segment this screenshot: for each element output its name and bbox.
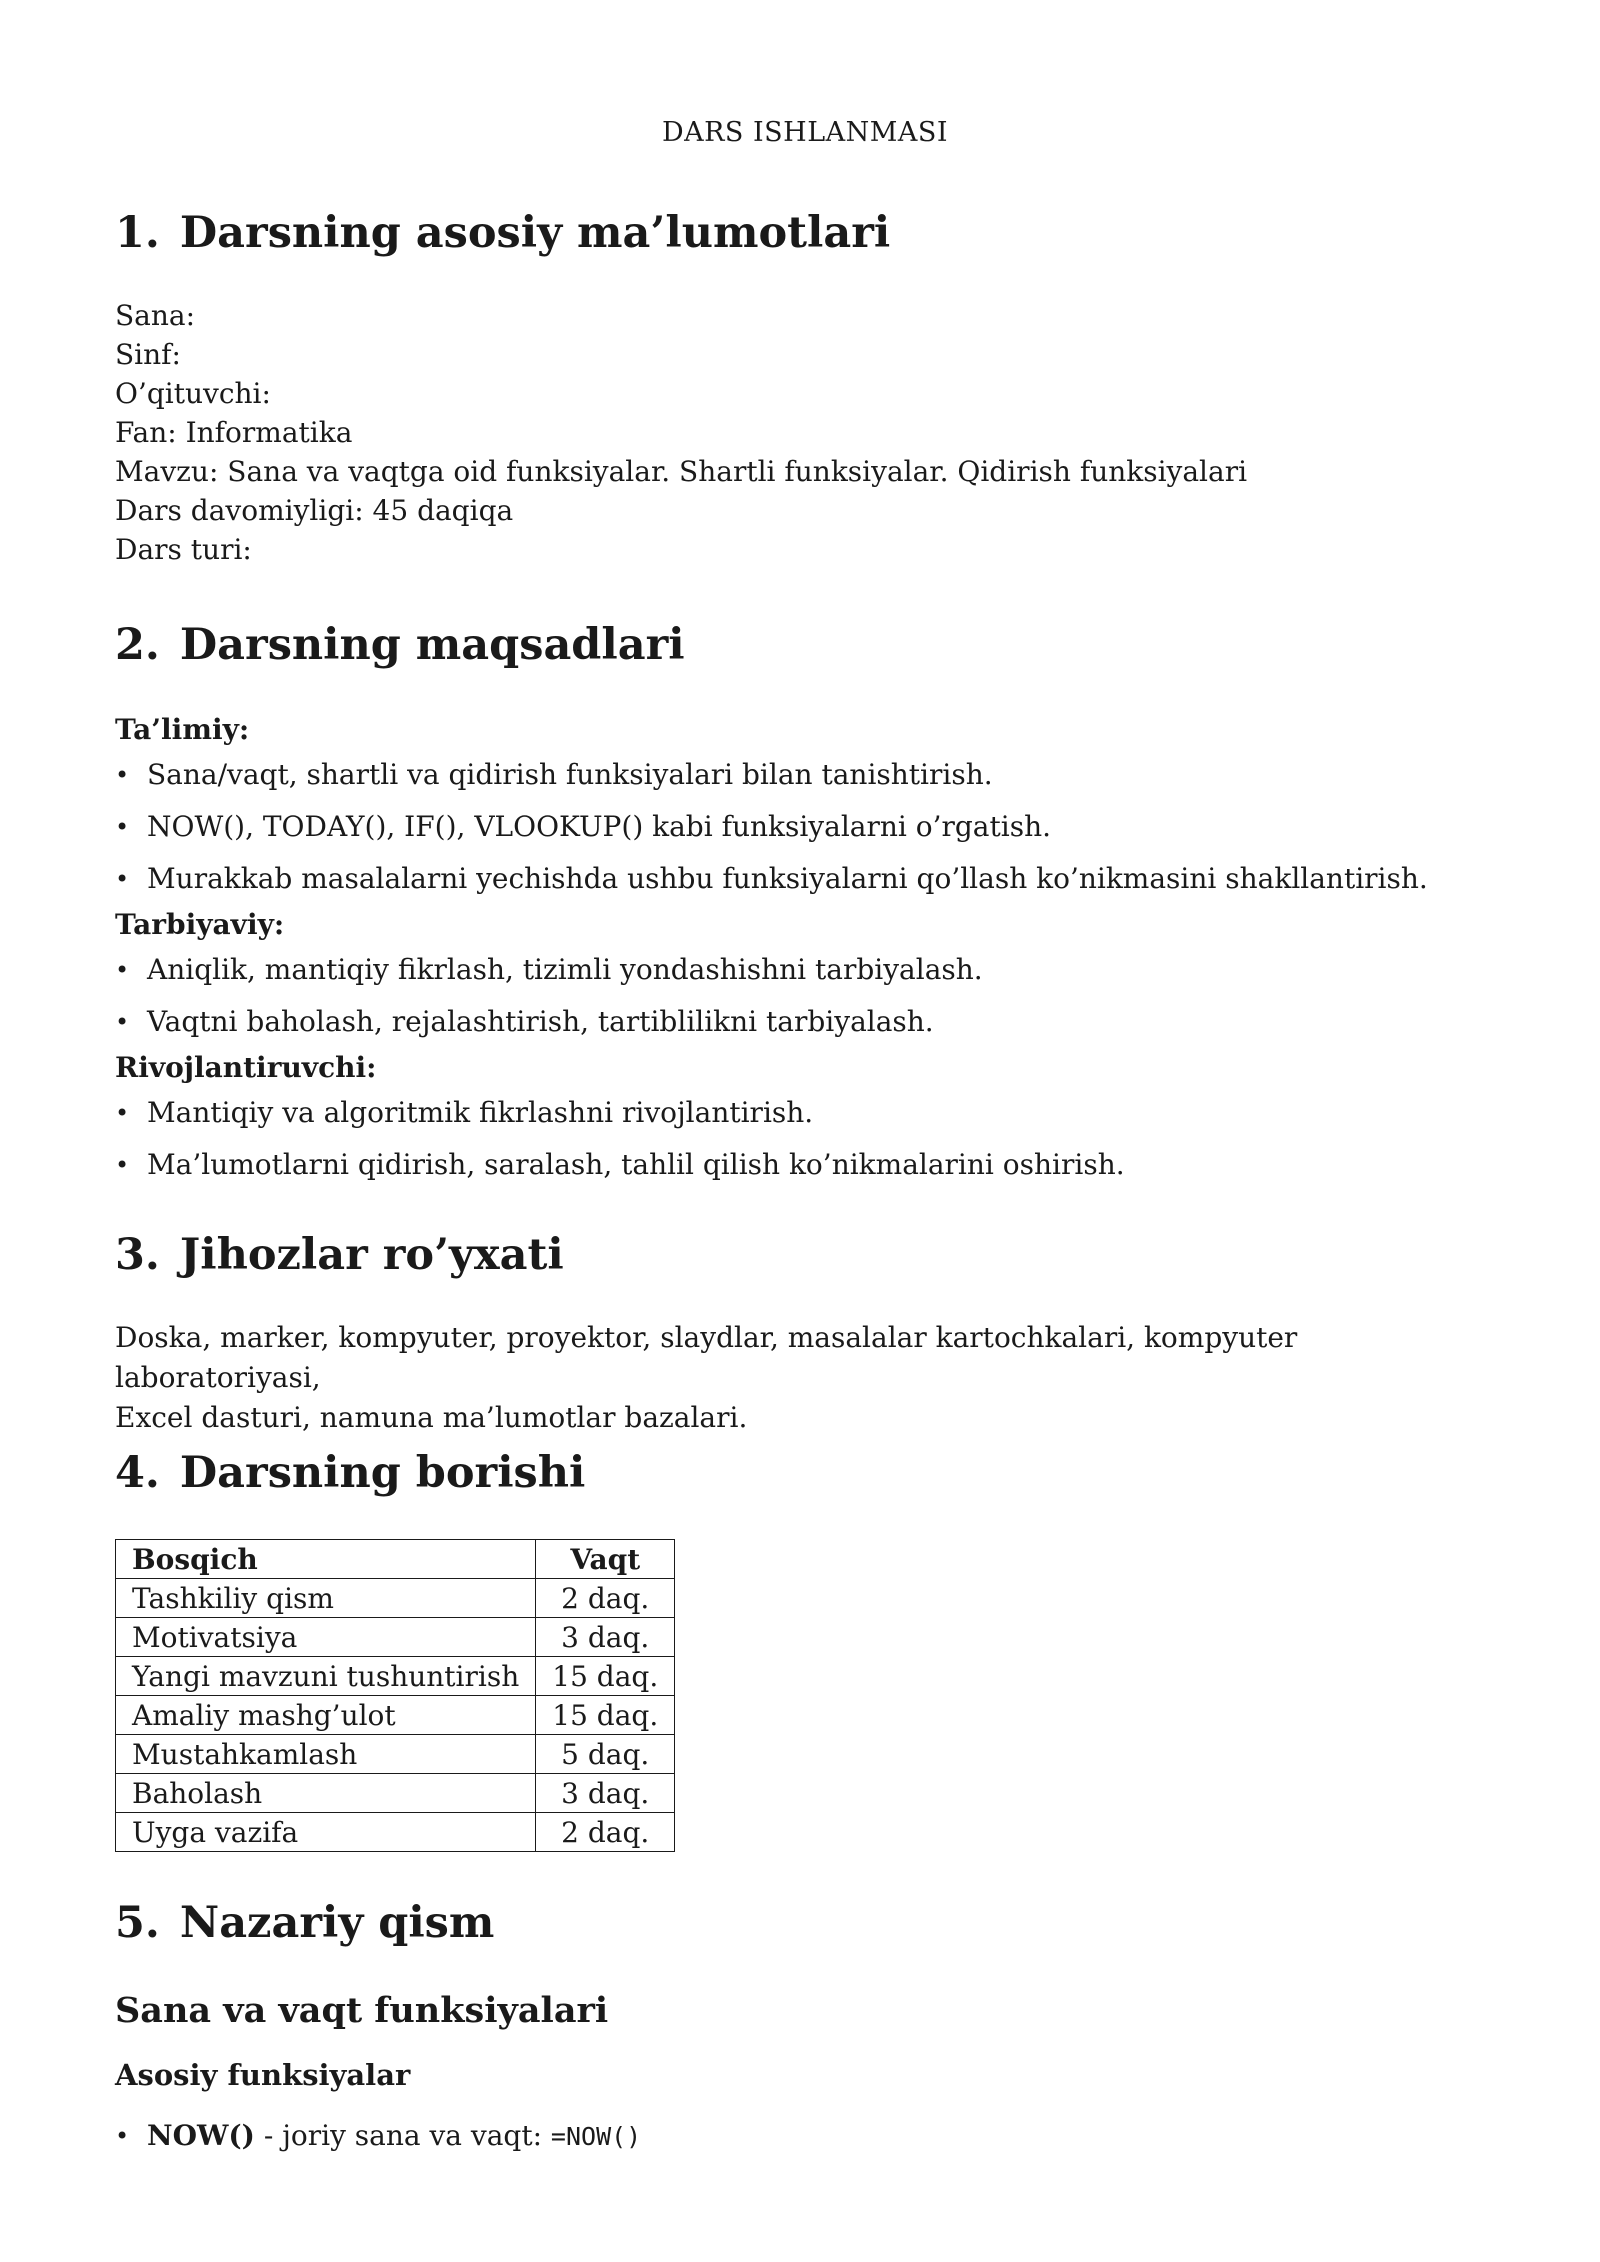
section-heading-theory bbox=[115, 1898, 494, 1948]
list-item-text: Vaqtni baholash, rejalashtirish, tartiblilikni tarbiyalash. bbox=[147, 1005, 934, 1038]
table-row bbox=[116, 1618, 675, 1657]
goals-list bbox=[115, 710, 1495, 1191]
goal-category-educational: Ta’limiy: bbox=[115, 713, 250, 746]
cell-time: 5 daq. bbox=[536, 1735, 675, 1774]
cell-time: 3 daq. bbox=[536, 1774, 675, 1813]
list-item bbox=[115, 853, 1495, 905]
table-row bbox=[116, 1696, 675, 1735]
bullet-icon: • bbox=[115, 2122, 130, 2150]
table-row bbox=[116, 1774, 675, 1813]
list-item-text: NOW(), TODAY(), IF(), VLOOKUP() kabi funksiyalarni o’rgatish. bbox=[147, 810, 1052, 843]
goal-category-upbringing: Tarbiyaviy: bbox=[115, 908, 285, 941]
info-lesson-type: Dars turi: bbox=[115, 533, 252, 566]
lesson-plan-table bbox=[115, 1539, 675, 1852]
cell-stage: Motivatsiya bbox=[116, 1618, 536, 1657]
section-number: 2. bbox=[115, 620, 160, 670]
list-item bbox=[115, 944, 1495, 996]
cell-time: 2 daq. bbox=[536, 1813, 675, 1852]
cell-time: 2 daq. bbox=[536, 1579, 675, 1618]
bullet-icon: • bbox=[115, 956, 130, 984]
section-title: Darsning asosiy ma’lumotlari bbox=[179, 208, 891, 258]
info-subject: Fan: Informatika bbox=[115, 416, 353, 449]
list-item bbox=[115, 801, 1495, 853]
section-heading-equipment bbox=[115, 1230, 564, 1280]
column-header-time: Vaqt bbox=[536, 1540, 675, 1579]
list-item-text: Murakkab masalalarni yechishda ushbu funksiyalarni qo’llash ko’nikmasini shakllantirish. bbox=[147, 862, 1428, 895]
section-title: Darsning maqsadlari bbox=[179, 620, 685, 670]
section-title: Nazariy qism bbox=[179, 1898, 495, 1948]
list-item-text: Ma’lumotlarni qidirish, saralash, tahlil qilish ko’nikmalarini oshirish. bbox=[147, 1148, 1125, 1181]
bullet-icon: • bbox=[115, 865, 130, 893]
info-class: Sinf: bbox=[115, 338, 181, 371]
bullet-icon: • bbox=[115, 761, 130, 789]
section-number: 1. bbox=[115, 208, 160, 258]
function-description: - joriy sana va vaqt: bbox=[254, 2119, 551, 2152]
cell-stage: Uyga vazifa bbox=[116, 1813, 536, 1852]
cell-stage: Tashkiliy qism bbox=[116, 1579, 536, 1618]
section-number: 5. bbox=[115, 1898, 160, 1948]
bullet-icon: • bbox=[115, 1008, 130, 1036]
list-item bbox=[115, 2110, 641, 2162]
info-topic: Mavzu: Sana va vaqtga oid funksiyalar. Shartli funksiyalar. Qidirish funksiyalari bbox=[115, 455, 1248, 488]
lesson-info-list bbox=[115, 296, 1247, 569]
cell-time: 15 daq. bbox=[536, 1657, 675, 1696]
section-number: 3. bbox=[115, 1230, 160, 1280]
section-heading-basic-info bbox=[115, 208, 890, 258]
cell-time: 15 daq. bbox=[536, 1696, 675, 1735]
cell-stage: Baholash bbox=[116, 1774, 536, 1813]
list-item-text: Mantiqiy va algoritmik fikrlashni rivojlantirish. bbox=[147, 1096, 814, 1129]
info-teacher: O’qituvchi: bbox=[115, 377, 271, 410]
info-date: Sana: bbox=[115, 299, 196, 332]
goal-category-developmental: Rivojlantiruvchi: bbox=[115, 1051, 377, 1084]
cell-stage: Amaliy mashg’ulot bbox=[116, 1696, 536, 1735]
list-item-text: Aniqlik, mantiqiy fikrlash, tizimli yondashishni tarbiyalash. bbox=[147, 953, 983, 986]
section-title: Darsning borishi bbox=[179, 1448, 586, 1498]
table-row bbox=[116, 1579, 675, 1618]
subsubsection-heading: Asosiy funksiyalar bbox=[115, 2058, 411, 2092]
info-duration: Dars davomiyligi: 45 daqiqa bbox=[115, 494, 514, 527]
section-heading-goals bbox=[115, 620, 685, 670]
list-item bbox=[115, 749, 1495, 801]
equipment-line: Doska, marker, kompyuter, proyektor, slaydlar, masalalar kartochkalari, kompyuter laboratoriyasi, bbox=[115, 1321, 1298, 1394]
section-number: 4. bbox=[115, 1448, 160, 1498]
bullet-icon: • bbox=[115, 1099, 130, 1127]
equipment-text bbox=[115, 1318, 1495, 1438]
document-title: DARS ISHLANMASI bbox=[661, 117, 949, 148]
function-name: NOW() bbox=[147, 2119, 255, 2152]
list-item-text: Sana/vaqt, shartli va qidirish funksiyalari bilan tanishtirish. bbox=[147, 758, 993, 791]
section-title: Jihozlar ro’yxati bbox=[179, 1230, 564, 1280]
function-code: =NOW() bbox=[550, 2122, 642, 2151]
cell-time: 3 daq. bbox=[536, 1618, 675, 1657]
cell-stage: Yangi mavzuni tushuntirish bbox=[116, 1657, 536, 1696]
column-header-stage: Bosqich bbox=[116, 1540, 536, 1579]
subsection-heading: Sana va vaqt funksiyalari bbox=[115, 1990, 609, 2031]
table-header-row bbox=[116, 1540, 675, 1579]
equipment-line: Excel dasturi, namuna ma’lumotlar bazalari. bbox=[115, 1401, 748, 1434]
cell-stage: Mustahkamlash bbox=[116, 1735, 536, 1774]
section-heading-lesson-flow bbox=[115, 1448, 585, 1498]
table-row bbox=[116, 1813, 675, 1852]
bullet-icon: • bbox=[115, 813, 130, 841]
table-row bbox=[116, 1735, 675, 1774]
table-row bbox=[116, 1657, 675, 1696]
bullet-icon: • bbox=[115, 1151, 130, 1179]
list-item bbox=[115, 1087, 1495, 1139]
list-item bbox=[115, 1139, 1495, 1191]
list-item bbox=[115, 996, 1495, 1048]
